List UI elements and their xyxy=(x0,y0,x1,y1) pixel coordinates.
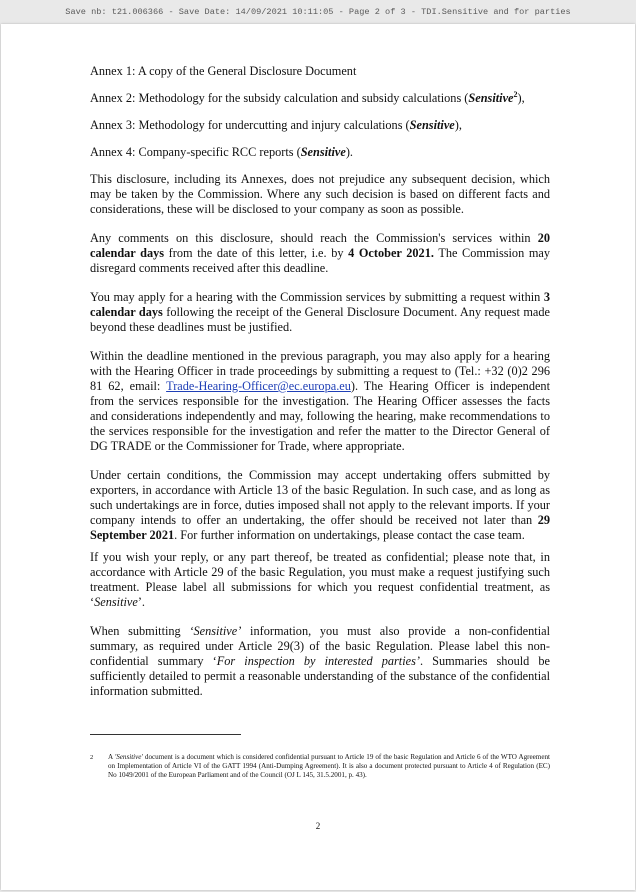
annex-4 xyxy=(90,145,550,160)
paragraph-confidential-treatment xyxy=(90,550,550,610)
p7-text-a: When submitting xyxy=(90,624,190,638)
p2-text-d: The Commission may disregard comments received after this deadline. xyxy=(90,246,550,275)
p3-bold-days: 3 calendar days xyxy=(90,290,550,319)
footnote-separator xyxy=(90,734,241,735)
p3-text-c: following the receipt of the General Disclosure Document. Any request made beyond these deadlines must be justified. xyxy=(90,305,550,334)
p4-text-a: Within the deadline mentioned in the previous paragraph, you may also apply for a hearing with the Hearing Officer in trade proceedings by submitting a request to (Tel.: +32 (0)2 296 81 62, email: xyxy=(90,349,550,393)
paragraph-comments-deadline xyxy=(90,231,550,276)
p2-bold-days: 20 calendar days xyxy=(90,231,550,260)
annex-3-text: Annex 3: Methodology for undercutting and injury calculations ( xyxy=(90,118,410,132)
fn-italic-sensitive: 'Sensitive' xyxy=(114,753,143,761)
footnote-2 xyxy=(90,753,550,780)
paragraph-undertakings xyxy=(90,468,550,543)
page-number: 2 xyxy=(315,821,321,831)
annex-3-suffix: ), xyxy=(454,118,462,132)
p7-text-c: . Summaries should be sufficiently detailed to permit a reasonable understanding of the substance of the confidential information submitted. xyxy=(90,654,550,698)
p7-italic-inspection: For inspection by interested parties’ xyxy=(216,654,420,668)
annex-2-sensitive-tag: Sensitive xyxy=(468,91,514,105)
annex-1 xyxy=(90,64,550,79)
paragraph-hearing-request xyxy=(90,290,550,335)
p4-text-c: ). The Hearing Officer is independent from the services responsible for the investigation. The Hearing Officer assesses the facts and considerations independently and may, following the hearing, make recommendations to the services responsible for the investigation and refer the matter to the Director General of DG TRADE or the Commissioner for Trade, where appropriate. xyxy=(90,379,550,453)
p7-text-b: information, you must also provide a non-confidential summary, as required under Article 29(3) of the basic Regulation. Please label this non-confidential summary ‘ xyxy=(90,624,550,668)
annex-1-text: Annex 1: A copy of the General Disclosure Document xyxy=(90,64,357,78)
paragraph-hearing-officer xyxy=(90,349,550,454)
p2-text-c: from the date of this letter, i.e. by xyxy=(164,246,349,260)
p5-bold-date: 29 September 2021 xyxy=(90,513,550,542)
footnote-ref-2[interactable]: 2 xyxy=(513,89,518,99)
annex-3-sensitive-tag: Sensitive xyxy=(409,118,455,132)
fn-text-a: A xyxy=(108,753,115,761)
p6-text-a: If you wish your reply, or any part thereof, be treated as confidential; please note that, in accordance with Article 29 of the basic Regulation, you must make a request justifying such treatment. Please label all submissions for which you request confidential treatment, as ‘ xyxy=(90,550,550,609)
p6-italic-sensitive: Sensitive xyxy=(94,595,138,609)
annex-2-text: Annex 2: Methodology for the subsidy calculation and subsidy calculations ( xyxy=(90,91,469,105)
footnote-mark: 2 xyxy=(90,754,94,761)
p5-text-c: . For further information on undertakings, please contact the case team. xyxy=(174,528,525,542)
annex-2-suffix: ), xyxy=(517,91,525,105)
document-page xyxy=(1,24,635,890)
p2-text-a: Any comments on this disclosure, should reach the Commission's services within xyxy=(90,231,538,245)
annex-4-text: Annex 4: Company-specific RCC reports ( xyxy=(90,145,301,159)
annex-3 xyxy=(90,118,550,133)
hearing-officer-email-link[interactable]: Trade-Hearing-Officer@ec.europa.eu xyxy=(166,379,351,393)
page-body xyxy=(90,64,550,713)
paragraph-disclosure-scope: This disclosure, including its Annexes, does not prejudice any subsequent decision, which may be taken by the Commission. Where any such decision is based on different facts and considerations, these will be disclosed to your company as soon as possible. xyxy=(90,172,550,216)
footnote-text xyxy=(108,753,550,780)
document-header-stamp: Save nb: t21.006366 - Save Date: 14/09/2021 10:11:05 - Page 2 of 3 - TDI.Sensitive and for parties xyxy=(65,7,571,17)
annex-4-suffix: ). xyxy=(345,145,353,159)
p7-italic-sensitive: ‘Sensitive’ xyxy=(189,624,242,638)
p3-text-a: You may apply for a hearing with the Commission services by submitting a request within xyxy=(90,290,544,304)
fn-text-b: document is a document which is considered confidential pursuant to Article 19 of the basic Regulation and Article 6 of the WTO Agreement on Implementation of Article VI of the GATT 1994 (Anti-Dumping Agreement). It is also a document protected pursuant to Article 4 of Regulation (EC) No 1049/2001 of the European Parliament and of the Council (OJ L 145, 31.5.2001, p. 43). xyxy=(108,753,550,779)
p6-text-c: ’. xyxy=(137,595,145,609)
p5-text-a: Under certain conditions, the Commission may accept undertaking offers submitted by exporters, in accordance with Article 13 of the basic Regulation. In such case, and as long as such undertakings are in force, duties imposed shall not apply to the relevant imports. If your company intends to offer an undertaking, the offer should be received not later than xyxy=(90,468,550,527)
p2-bold-date: 4 October 2021. xyxy=(348,246,434,260)
annex-4-sensitive-tag: Sensitive xyxy=(300,145,346,159)
annex-2 xyxy=(90,91,550,106)
paragraph-non-confidential-summary xyxy=(90,624,550,699)
